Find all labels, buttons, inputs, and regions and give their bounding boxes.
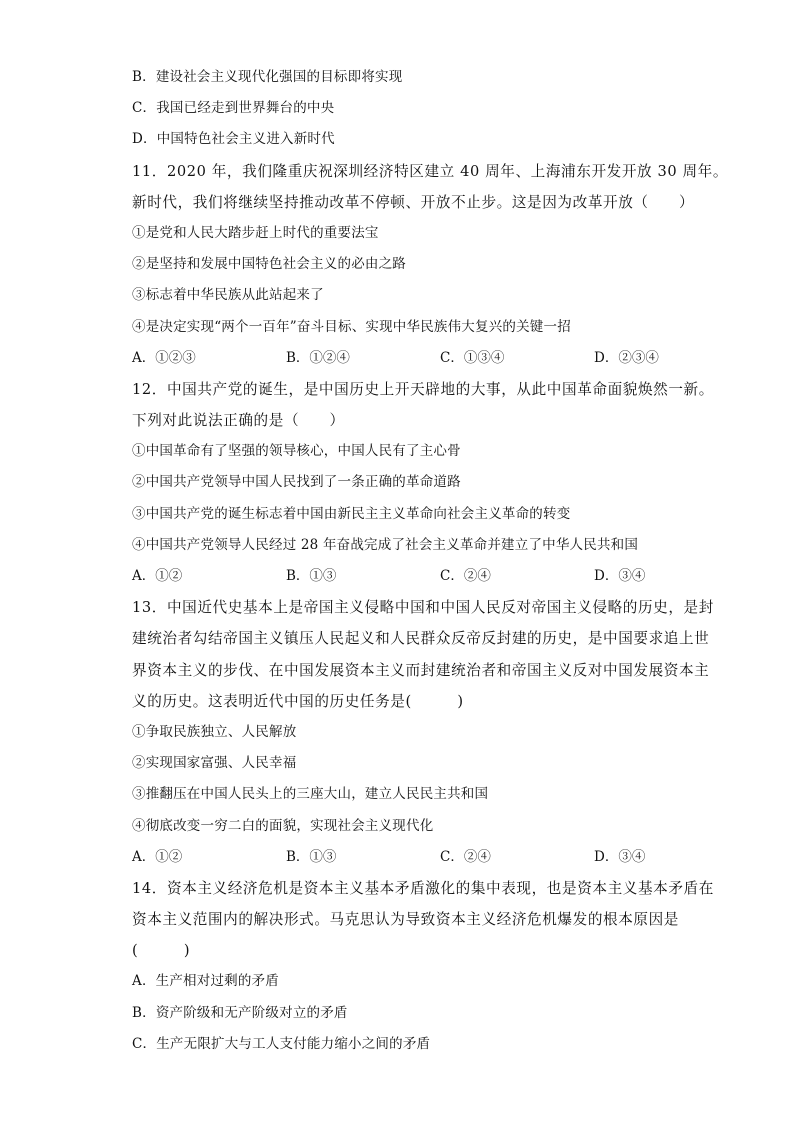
statement-2: ②是坚持和发展中国特色社会主义的必由之路 bbox=[132, 256, 406, 273]
choice-c: C．①③④ bbox=[440, 349, 505, 366]
answer-choices bbox=[132, 842, 672, 873]
option-c: C．生产无限扩大与工人支付能力缩小之间的矛盾 bbox=[132, 1035, 431, 1052]
exam-page bbox=[132, 62, 729, 1060]
choice-a: A．①② bbox=[132, 848, 183, 865]
choice-d: D．②③④ bbox=[594, 349, 659, 366]
statement-3: ③标志着中华民族从此站起来了 bbox=[132, 287, 324, 304]
statement-4: ④彻底改变一穷二白的面貌，实现社会主义现代化 bbox=[132, 817, 434, 834]
question-stem-line: 12．中国共产党的诞生，是中国历史上开天辟地的大事，从此中国革命面貌焕然一新。 bbox=[132, 380, 714, 398]
choice-c: C．②④ bbox=[440, 568, 491, 584]
choice-b: B．①③ bbox=[286, 568, 337, 584]
statement-2: ②中国共产党领导中国人民找到了一条正确的革命道路 bbox=[132, 474, 461, 491]
previous-question-options bbox=[132, 62, 672, 156]
choice-d: D．③④ bbox=[594, 568, 646, 584]
choice-c: C．②④ bbox=[440, 848, 491, 865]
question-14 bbox=[132, 873, 714, 1060]
statement-1: ①是党和人民大踏步赶上时代的重要法宝 bbox=[132, 224, 379, 241]
option-b: B．建设社会主义现代化强国的目标即将实现 bbox=[132, 69, 403, 85]
question-stem-line: 13．中国近代史基本上是帝国主义侵略中国和中国人民反对帝国主义侵略的历史，是封 bbox=[132, 599, 714, 617]
statement-3: ③推翻压在中国人民头上的三座大山，建立人民民主共和国 bbox=[132, 786, 489, 803]
option-a: A．生产相对过剩的矛盾 bbox=[132, 973, 279, 990]
choice-b: B．①③ bbox=[286, 848, 337, 865]
question-stem-line: 界资本主义的步伐、在中国发展资本主义而封建统治者和帝国主义反对中国发展资本主 bbox=[132, 661, 710, 679]
answer-choices bbox=[132, 343, 672, 374]
choice-b: B．①②④ bbox=[286, 349, 350, 366]
choice-d: D．③④ bbox=[594, 848, 646, 865]
question-13 bbox=[132, 592, 714, 873]
question-stem-line: 下列对此说法正确的是（ ） bbox=[132, 412, 345, 430]
question-11 bbox=[132, 156, 729, 374]
statement-4: ④是决定实现“两个一百年”奋斗目标、实现中华民族伟大复兴的关键一招 bbox=[132, 318, 571, 335]
question-stem-line: 新时代，我们将继续坚持推动改革不停顿、开放不止步。这是因为改革开放（ ） bbox=[132, 193, 695, 211]
option-d: D．中国特色社会主义进入新时代 bbox=[132, 131, 335, 148]
answer-choices bbox=[132, 561, 672, 592]
choice-a: A．①②③ bbox=[132, 349, 196, 366]
option-b: B．资产阶级和无产阶级对立的矛盾 bbox=[132, 1004, 348, 1021]
question-stem-line: 11．2020 年，我们隆重庆祝深圳经济特区建立 40 周年、上海浦东开发开放 30 周年。 bbox=[132, 162, 729, 180]
question-stem-line: 资本主义范围内的解决形式。马克思认为导致资本主义经济危机爆发的根本原因是 bbox=[132, 911, 679, 929]
statement-2: ②实现国家富强、人民幸福 bbox=[132, 755, 297, 772]
question-stem-line: 义的历史。这表明近代中国的历史任务是( ) bbox=[132, 692, 464, 710]
statement-3: ③中国共产党的诞生标志着中国由新民主主义革命向社会主义革命的转变 bbox=[132, 505, 571, 522]
question-stem-line: 14．资本主义经济危机是资本主义基本矛盾激化的集中表现，也是资本主义基本矛盾在 bbox=[132, 879, 714, 897]
statement-4: ④中国共产党领导人民经过 28 年奋战完成了社会主义革命并建立了中华人民共和国 bbox=[132, 536, 639, 553]
question-stem-line: ( ) bbox=[132, 942, 191, 960]
statement-1: ①争取民族独立、人民解放 bbox=[132, 723, 297, 740]
statement-1: ①中国革命有了坚强的领导核心，中国人民有了主心骨 bbox=[132, 443, 461, 460]
choice-a: A．①② bbox=[132, 568, 183, 584]
question-12 bbox=[132, 374, 714, 592]
question-stem-line: 建统治者勾结帝国主义镇压人民起义和人民群众反帝反封建的历史，是中国要求追上世 bbox=[132, 630, 710, 648]
option-c: C．我国已经走到世界舞台的中央 bbox=[132, 100, 335, 117]
